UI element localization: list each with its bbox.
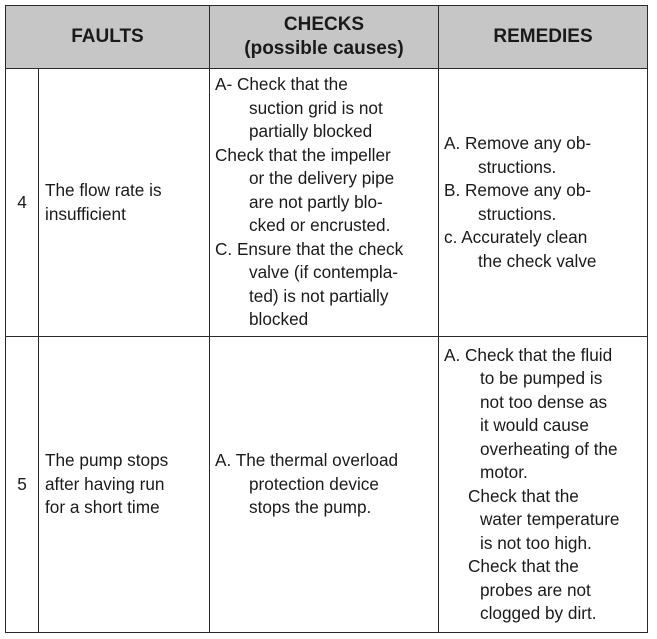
check-line: stops the pump. bbox=[249, 497, 372, 518]
fault-cell bbox=[39, 337, 210, 633]
remedy-line: motor. bbox=[480, 462, 528, 482]
fault-line: insufficient bbox=[45, 203, 126, 224]
check-line: suction grid is not bbox=[249, 97, 383, 118]
remedies-cell bbox=[439, 337, 648, 633]
troubleshooting-table bbox=[5, 5, 648, 633]
check-line: ted) is not partially bbox=[249, 285, 389, 306]
remedy-line: Check that the bbox=[468, 556, 579, 576]
remedy-line: not too dense as bbox=[480, 391, 608, 412]
remedies-header: REMEDIES bbox=[439, 6, 648, 69]
check-line: Check that the impeller bbox=[215, 144, 391, 165]
fault-line: after having run bbox=[45, 473, 165, 494]
fault-line: The pump stops bbox=[45, 450, 169, 471]
remedy-line: structions. bbox=[478, 156, 557, 177]
check-line: blocked bbox=[249, 309, 309, 330]
check-line: partially blocked bbox=[249, 121, 373, 142]
check-line: C. Ensure that the check bbox=[215, 238, 404, 259]
check-line: are not partly blo- bbox=[249, 191, 383, 212]
check-line: valve (if contempla- bbox=[249, 262, 399, 283]
fault-line: The flow rate is bbox=[45, 180, 162, 200]
row-number: 4 bbox=[6, 69, 39, 337]
remedy-line: c. Accurately clean bbox=[444, 227, 588, 247]
check-line: cked or encrusted. bbox=[249, 215, 391, 236]
check-line: or the delivery pipe bbox=[249, 168, 395, 189]
fault-line: for a short time bbox=[45, 497, 160, 518]
header-row bbox=[6, 6, 648, 69]
remedy-line: B. Remove any ob- bbox=[444, 180, 592, 200]
remedy-line: probes are not bbox=[480, 579, 591, 600]
check-line: A- Check that the bbox=[215, 74, 348, 95]
checks-header-line2: (possible causes) bbox=[244, 38, 404, 59]
remedy-line: A. Check that the fluid bbox=[444, 344, 613, 365]
remedy-line: Check that the bbox=[468, 485, 579, 506]
checks-header bbox=[210, 6, 439, 69]
remedy-line: it would cause bbox=[480, 415, 589, 435]
check-line: A. The thermal overload bbox=[215, 450, 399, 471]
remedy-line: A. Remove any ob- bbox=[444, 133, 592, 153]
remedy-line: clogged by dirt. bbox=[480, 603, 597, 623]
row-number: 5 bbox=[6, 337, 39, 633]
checks-header-line1: CHECKS bbox=[283, 14, 365, 35]
checks-cell bbox=[210, 337, 439, 633]
remedy-line: structions. bbox=[478, 203, 557, 224]
checks-cell bbox=[210, 69, 439, 337]
remedy-line: is not too high. bbox=[480, 532, 592, 553]
table-row bbox=[6, 337, 648, 633]
remedy-line: the check valve bbox=[478, 250, 597, 271]
fault-cell bbox=[39, 69, 210, 337]
troubleshooting-table-container bbox=[5, 5, 648, 633]
table-row bbox=[6, 69, 648, 337]
remedy-line: to be pumped is bbox=[480, 368, 603, 388]
remedy-line: water temperature bbox=[480, 509, 620, 529]
check-line: protection device bbox=[249, 473, 379, 494]
remedy-line: overheating of the bbox=[480, 438, 618, 459]
remedies-cell bbox=[439, 69, 648, 337]
faults-header: FAULTS bbox=[6, 6, 210, 69]
